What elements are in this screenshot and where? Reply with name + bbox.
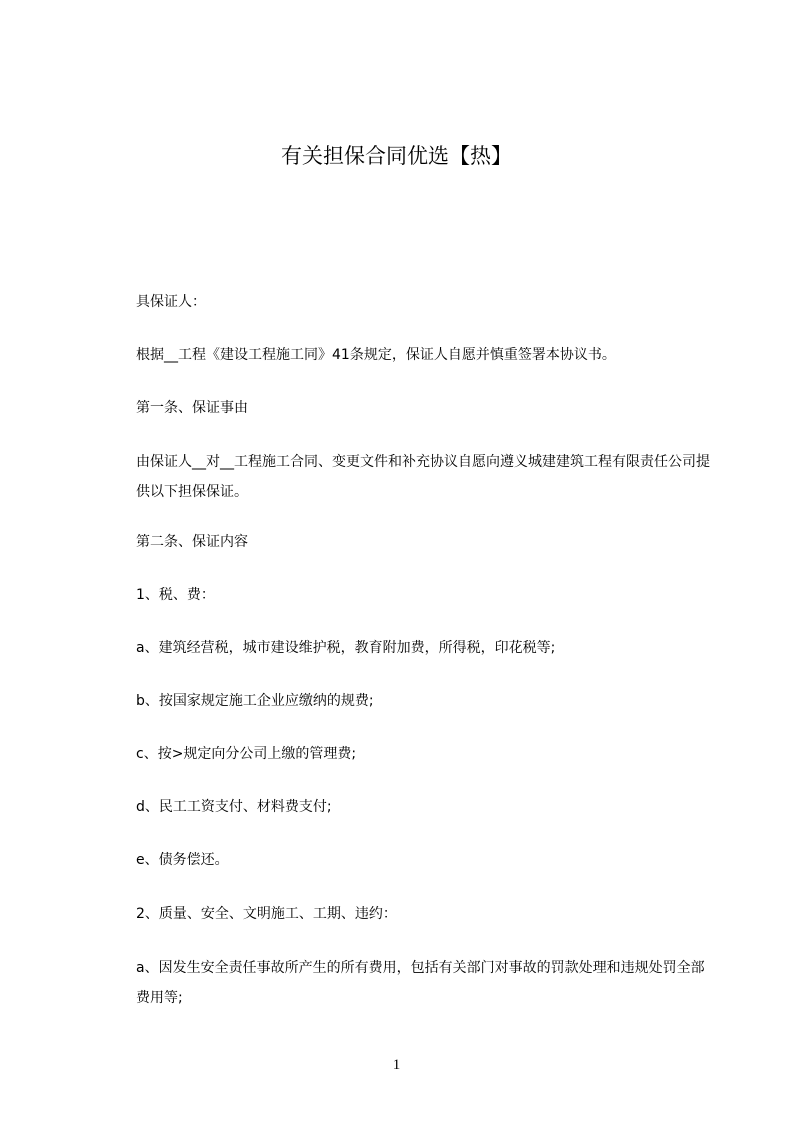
paragraph-basis: 根据__工程《建设工程施工同》41条规定，保证人自愿并慎重签署本协议书。 — [136, 347, 616, 363]
article-2-heading: 第二条、保证内容 — [136, 534, 248, 550]
article-1-heading: 第一条、保证事由 — [136, 400, 248, 416]
paragraph-guarantee-reason: 由保证人__对__工程施工合同、变更文件和补充协议自愿向遵义城建建筑工程有限责任公司提供以下担保保证。 — [136, 454, 710, 500]
item-b-fees: b、按国家规定施工企业应缴纳的规费; — [136, 693, 374, 709]
paragraph-guarantor: 具保证人： — [136, 294, 206, 310]
item-c-management-fee: c、按>规定向分公司上缴的管理费; — [136, 746, 357, 762]
document-title: 有关担保合同优选【热】 — [281, 144, 512, 168]
item-e-debt: e、债务偿还。 — [136, 852, 229, 868]
item-a-taxes: a、建筑经营税，城市建设维护税，教育附加费，所得税，印花税等; — [136, 640, 556, 656]
page-number: 1 — [392, 1057, 401, 1073]
item-taxes-fees: 1、税、费： — [136, 587, 215, 603]
item-d-wages: d、民工工资支付、材料费支付; — [136, 799, 332, 815]
item-quality-safety: 2、质量、安全、文明施工、工期、违约： — [136, 906, 397, 922]
item-a-safety-costs: a、因发生安全责任事故所产生的所有费用，包括有关部门对事故的罚款处理和违规处罚全部费用等; — [136, 960, 705, 1006]
